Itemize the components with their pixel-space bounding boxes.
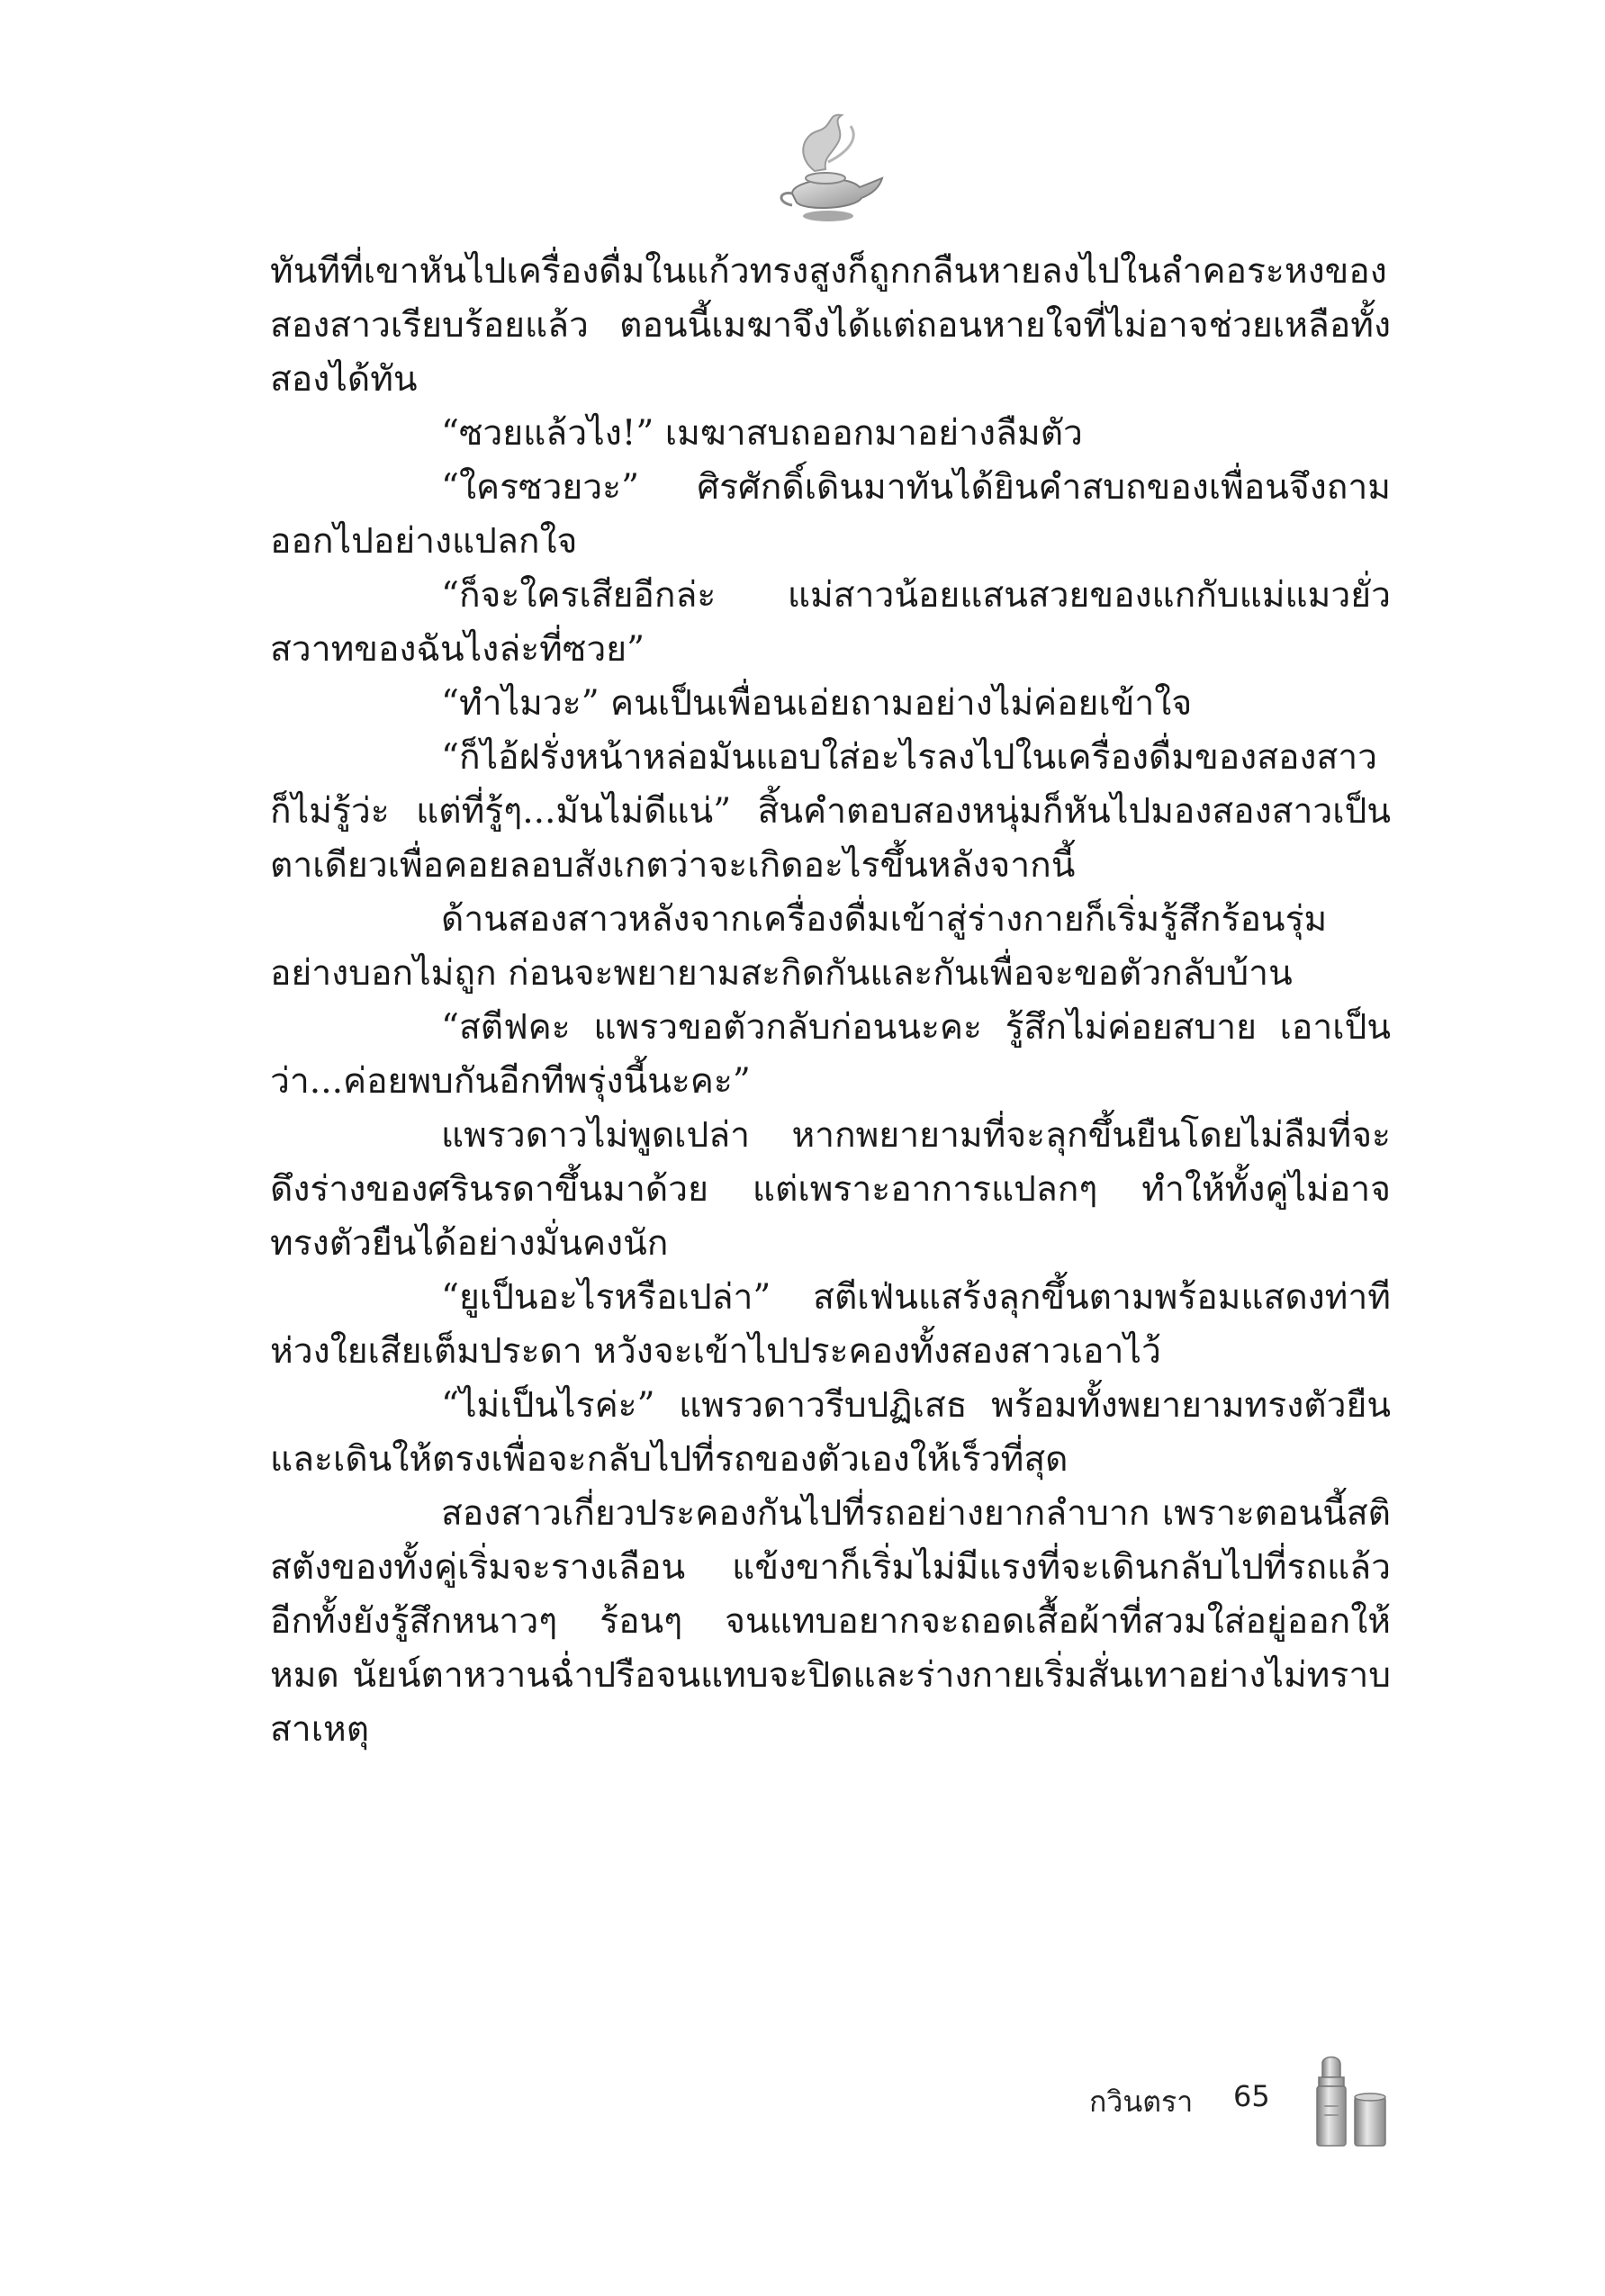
paragraph: “ซวยแล้วไง!” เมฆาสบถออกมาอย่างลืมตัว [441,413,1083,454]
paragraph: “ใครซวยวะ” ศิรศักดิ์เดินมาทันได้ยินคำสบถของเพื่อนจึงถามออกไปอย่างแปลกใจ [270,467,1391,562]
body-text [270,245,1391,1757]
paragraph: “ไม่เป็นไรค่ะ” แพรวดาวรีบปฏิเสธ พร้อมทั้งพยายามทรงตัวยืนและเดินให้ตรงเพื่อจะกลับไปที่รถของตัวเองให้เร็วที่สุด [270,1385,1391,1480]
genie-lamp-icon [761,108,891,234]
paragraph: แพรวดาวไม่พูดเปล่า หากพยายามที่จะลุกขึ้นยืนโดยไม่ลืมที่จะดึงร่างของศรินรดาขึ้นมาด้วย แต่เพราะอาการแปลกๆ ทำให้ทั้งคู่ไม่อาจทรงตัวยืนได้อย่างมั่นคงนัก [270,1115,1391,1264]
page-number: 65 [1233,2079,1270,2113]
paragraph: ทันทีที่เขาหันไปเครื่องดื่มในแก้วทรงสูงก็ถูกกลืนหายลงไปในลำคอระหงของสองสาวเรียบร้อยแล้ว ตอนนี้เมฆาจึงได้แต่ถอนหายใจที่ไม่อาจช่วยเหลือทั้งสองได้ทัน [270,251,1391,400]
paragraph: “สตีฟคะ แพรวขอตัวกลับก่อนนะคะ รู้สึกไม่ค่อยสบาย เอาเป็นว่า...ค่อยพบกันอีกทีพรุ่งนี้นะคะ” [270,1007,1391,1102]
paragraph: “ก็จะใครเสียอีกล่ะ แม่สาวน้อยแสนสวยของแกกับแม่แมวยั่วสวาทของฉันไงล่ะที่ซวย” [270,575,1391,670]
paragraph: “ทำไมวะ” คนเป็นเพื่อนเอ่ยถามอย่างไม่ค่อยเข้าใจ [441,683,1193,724]
paragraph: “ยูเป็นอะไรหรือเปล่า” สตีเฟ่นแสร้งลุกขึ้นตามพร้อมแสดงท่าทีห่วงใยเสียเต็มประดา หวังจะเข้าไปประคองทั้งสองสาวเอาไว้ [270,1277,1391,1372]
lipstick-icon [1310,2052,1395,2151]
page-footer [1053,2052,1413,2151]
paragraph: สองสาวเกี่ยวประคองกันไปที่รถอย่างยากลำบาก เพราะตอนนี้สติสตังของทั้งคู่เริ่มจะรางเลือน แข้งขาก็เริ่มไม่มีแรงที่จะเดินกลับไปที่รถแล้ว อีกทั้งยังรู้สึกหนาวๆ ร้อนๆ จนแทบอยากจะถอดเสื้อผ้าที่สวมใส่อยู่ออกให้หมด นัยน์ตาหวานฉ่ำปรือจนแทบจะปิดและร่างกายเริ่มสั่นเทาอย่างไม่ทราบสาเหตุ [270,1493,1391,1750]
paragraph: ด้านสองสาวหลังจากเครื่องดื่มเข้าสู่ร่างกายก็เริ่มรู้สึกร้อนรุ่มอย่างบอกไม่ถูก ก่อนจะพยายามสะกิดกันและกันเพื่อจะขอตัวกลับบ้าน [270,899,1328,994]
paragraph: “ก็ไอ้ฝรั่งหน้าหล่อมันแอบใส่อะไรลงไปในเครื่องดื่มของสองสาวก็ไม่รู้ว่ะ แต่ที่รู้ๆ...มันไม่ดีแน่” สิ้นคำตอบสองหนุ่มก็หันไปมองสองสาวเป็นตาเดียวเพื่อคอยลอบสังเกตว่าจะเกิดอะไรขึ้นหลังจากนี้ [270,737,1391,886]
author-name: กวินตรา [1089,2084,1194,2119]
